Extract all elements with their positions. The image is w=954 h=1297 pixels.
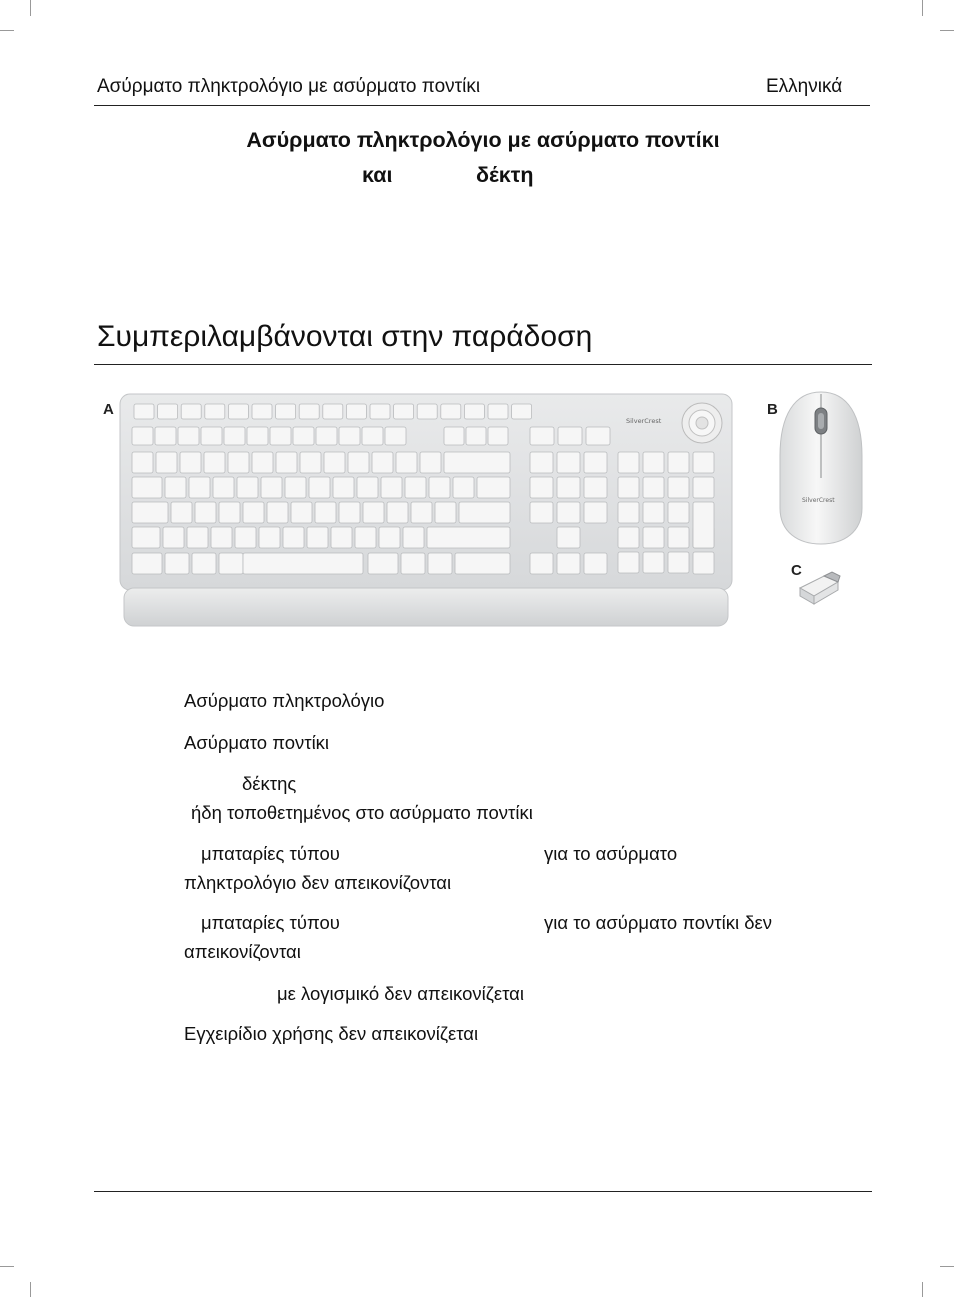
keyboard-key (276, 404, 296, 419)
keyboard-key (385, 427, 406, 445)
keyboard-key (379, 527, 400, 548)
keyboard-key (285, 477, 306, 498)
keyboard-key (668, 452, 689, 473)
keyboard-illustration (118, 392, 740, 630)
keyboard-key (411, 502, 432, 523)
keyboard-key (557, 477, 580, 498)
keyboard-key (307, 527, 328, 548)
keyboard-key (163, 527, 184, 548)
keyboard-key (132, 527, 160, 548)
keyboard-key (488, 427, 508, 445)
keyboard-key (132, 477, 162, 498)
keyboard-key (584, 452, 607, 473)
keyboard-key (211, 527, 232, 548)
keyboard-key (132, 502, 168, 523)
crop-mark (30, 0, 31, 16)
keyboard-key (403, 527, 424, 548)
keyboard-key (156, 452, 177, 473)
keyboard-key (333, 477, 354, 498)
keyboard-key (668, 502, 689, 523)
keyboard-key (387, 502, 408, 523)
keyboard-key (339, 427, 360, 445)
keyboard-key (618, 527, 639, 548)
keyboard-key (394, 404, 414, 419)
keyboard-key (324, 452, 345, 473)
keyboard-key (155, 427, 176, 445)
keyboard-key (252, 452, 273, 473)
keyboard-key (187, 527, 208, 548)
keyboard-key (643, 477, 664, 498)
keyboard-key (181, 404, 201, 419)
figure-label-b: B (767, 401, 778, 418)
keyboard-key (243, 553, 363, 574)
keyboard-key (693, 477, 714, 498)
keyboard-key (693, 502, 714, 548)
keyboard-key (205, 404, 225, 419)
crop-mark (940, 30, 954, 31)
list-item-kb-batteries: μπαταρίες τύπου (201, 843, 340, 864)
keyboard-key (618, 502, 639, 523)
keyboard-key (453, 477, 474, 498)
list-item-manual: Εγχειρίδιο χρήσης δεν απεικονίζεται (184, 1023, 479, 1044)
keyboard-key (132, 452, 153, 473)
keyboard-key (370, 404, 390, 419)
list-item-kb-batteries-purpose: για το ασύρματο (544, 843, 678, 864)
keyboard-key (530, 502, 553, 523)
footer-rule (94, 1191, 872, 1192)
keyboard-key (309, 477, 330, 498)
keyboard-key (235, 527, 256, 548)
keyboard-key (530, 553, 553, 574)
keyboard-key (429, 477, 450, 498)
crop-mark (0, 1266, 14, 1267)
keyboard-key (466, 427, 486, 445)
section-heading: Συμπεριλαμβάνονται στην παράδοση (97, 320, 593, 353)
keyboard-key (668, 552, 689, 573)
keyboard-key (219, 553, 243, 574)
keyboard-key (643, 527, 664, 548)
keyboard-key (201, 427, 222, 445)
header-rule (94, 105, 870, 106)
keyboard-key (530, 477, 553, 498)
keyboard-key (427, 527, 510, 548)
keyboard-key (530, 427, 554, 445)
keyboard-key (291, 502, 312, 523)
keyboard-key (134, 404, 154, 419)
keyboard-key (323, 404, 343, 419)
keyboard-key (316, 427, 337, 445)
keyboard-key (557, 527, 580, 548)
keyboard-key (299, 404, 319, 419)
keyboard-brand-text: SilverCrest (626, 417, 662, 425)
keyboard-key (224, 427, 245, 445)
keyboard-key (557, 553, 580, 574)
list-item-receiver: δέκτης (242, 773, 297, 794)
keyboard-key (189, 477, 210, 498)
keyboard-key (261, 477, 282, 498)
keyboard-key (420, 452, 441, 473)
keyboard-key (158, 404, 178, 419)
keyboard-key (643, 552, 664, 573)
mouse-illustration (778, 390, 864, 546)
keyboard-key (363, 502, 384, 523)
keyboard-key (357, 477, 378, 498)
keyboard-key (346, 404, 366, 419)
keyboard-key (165, 477, 186, 498)
crop-mark (922, 1282, 923, 1297)
keyboard-key (252, 404, 272, 419)
keyboard-key (171, 502, 192, 523)
keyboard-key (300, 452, 321, 473)
keyboard-key (132, 553, 162, 574)
keyboard-key (270, 427, 291, 445)
keyboard-key (259, 527, 280, 548)
list-item-mouse: Ασύρματο ποντίκι (184, 732, 330, 753)
keyboard-key (213, 477, 234, 498)
list-item-kb-batteries-note: πληκτρολόγιο δεν απεικονίζονται (184, 872, 452, 893)
running-header-title: Ασύρματο πληκτρολόγιο με ασύρματο ποντίκι (97, 76, 481, 97)
keyboard-key (618, 477, 639, 498)
keyboard-key (362, 427, 383, 445)
keyboard-key (283, 527, 304, 548)
keyboard-key (276, 452, 297, 473)
list-item-mouse-batteries-purpose: για το ασύρματο ποντίκι δεν (544, 912, 773, 933)
keyboard-key (247, 427, 268, 445)
keyboard-key (401, 553, 425, 574)
keyboard-key (435, 502, 456, 523)
keyboard-key (355, 527, 376, 548)
keyboard-key (584, 502, 607, 523)
keyboard-key (417, 404, 437, 419)
keyboard-key (512, 404, 532, 419)
keyboard-key (195, 502, 216, 523)
keyboard-key (228, 404, 248, 419)
section-rule (94, 364, 872, 365)
keyboard-key (204, 452, 225, 473)
crop-mark (922, 0, 923, 16)
keyboard-key (192, 553, 216, 574)
keyboard-key (178, 427, 199, 445)
document-title-receiver: δέκτη (476, 163, 534, 187)
list-item-mouse-batteries: μπαταρίες τύπου (201, 912, 340, 933)
keyboard-key (243, 502, 264, 523)
keyboard-key (643, 452, 664, 473)
keyboard-key (180, 452, 201, 473)
receiver-illustration (794, 568, 842, 608)
keyboard-key (643, 502, 664, 523)
keyboard-key (405, 477, 426, 498)
keyboard-key (132, 427, 153, 445)
keyboard-key (396, 452, 417, 473)
document-title-conjunction: και (362, 163, 393, 187)
running-header-language: Ελληνικά (766, 76, 843, 97)
crop-mark (30, 1282, 31, 1297)
keyboard-key (464, 404, 484, 419)
keyboard-key (339, 502, 360, 523)
list-item-mouse-batteries-note: απεικονίζονται (184, 941, 301, 962)
svg-text:SilverCrest: SilverCrest (802, 497, 835, 504)
keyboard-key (558, 427, 582, 445)
figure-label-a: A (103, 401, 114, 418)
keyboard-key (267, 502, 288, 523)
keyboard-key (372, 452, 393, 473)
keyboard-key (455, 553, 510, 574)
keyboard-key (219, 502, 240, 523)
list-item-software: με λογισμικό δεν απεικονίζεται (277, 983, 524, 1004)
keyboard-key (668, 477, 689, 498)
keyboard-key (315, 502, 336, 523)
keyboard-key (348, 452, 369, 473)
keyboard-key (459, 502, 510, 523)
keyboard-key (618, 552, 639, 573)
list-item-keyboard: Ασύρματο πληκτρολόγιο (184, 690, 385, 711)
list-item-receiver-note: ήδη τοποθετημένος στο ασύρματο ποντίκι (191, 802, 533, 823)
keyboard-key (693, 452, 714, 473)
keyboard-key (381, 477, 402, 498)
keyboard-key (228, 452, 249, 473)
keyboard-key (668, 527, 689, 548)
keyboard-key (530, 452, 553, 473)
keyboard-key (557, 502, 580, 523)
keyboard-key (586, 427, 610, 445)
document-title: Ασύρματο πληκτρολόγιο με ασύρματο ποντίκι (246, 128, 720, 152)
keyboard-key (444, 427, 464, 445)
keyboard-key (331, 527, 352, 548)
keyboard-key (368, 553, 398, 574)
keyboard-key (477, 477, 510, 498)
keyboard-key (618, 452, 639, 473)
crop-mark (940, 1266, 954, 1267)
figure-label-c: C (791, 562, 802, 579)
keyboard-key (584, 477, 607, 498)
keyboard-key (441, 404, 461, 419)
keyboard-key (293, 427, 314, 445)
keyboard-key (557, 452, 580, 473)
keyboard-key (584, 553, 607, 574)
keyboard-key (237, 477, 258, 498)
keyboard-key (165, 553, 189, 574)
keyboard-key (444, 452, 510, 473)
keyboard-key (693, 552, 714, 574)
crop-mark (0, 30, 14, 31)
keyboard-key (488, 404, 508, 419)
keyboard-key (428, 553, 452, 574)
